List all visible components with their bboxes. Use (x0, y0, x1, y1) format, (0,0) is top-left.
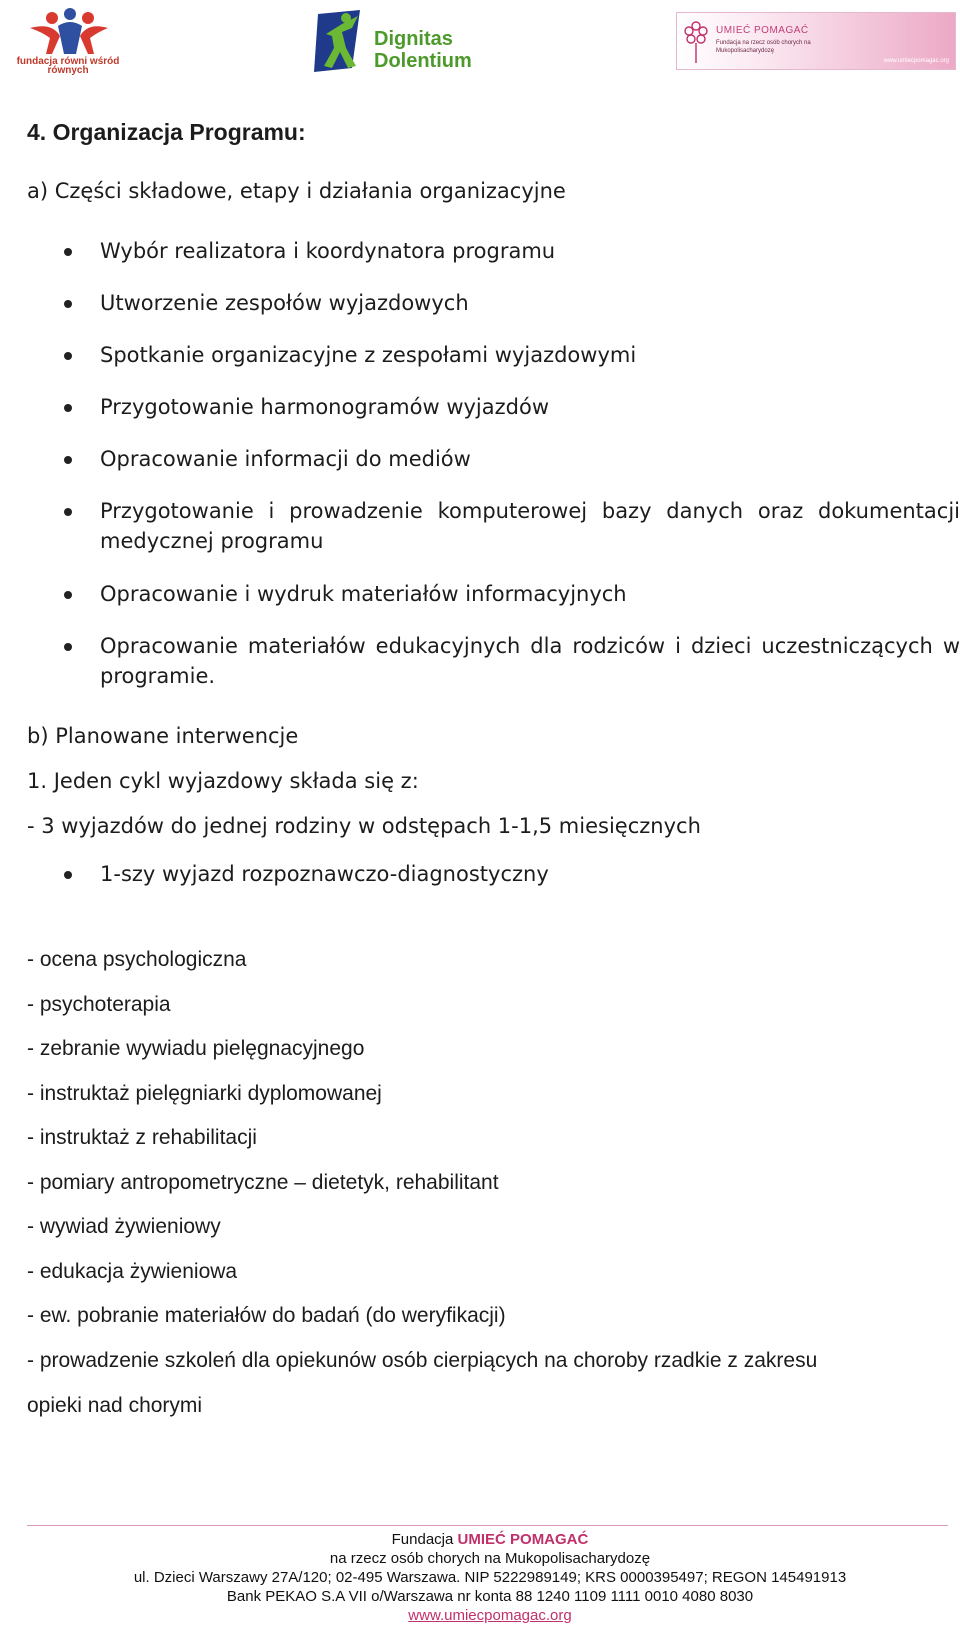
bullet-icon (64, 248, 72, 256)
bullet-icon (64, 352, 72, 360)
list-item: 1-szy wyjazd rozpoznawczo-diagnostyczny (100, 862, 549, 886)
logo-right-url: www.umiecpomagac.org (883, 58, 949, 64)
page-footer (0, 1530, 960, 1625)
cycle-text: 1. Jeden cykl wyjazdowy składa się z: (27, 769, 419, 793)
bullet-icon (64, 871, 72, 879)
footer-website-link[interactable]: www.umiecpomagac.org (408, 1607, 572, 1624)
footer-org-line (0, 1530, 960, 1549)
list-item: Utworzenie zespołów wyjazdowych (100, 291, 469, 315)
dash-item: opieki nad chorymi (27, 1394, 203, 1417)
logo-center-line2: Dolentium (374, 50, 472, 72)
dash-item: - instruktaż pielęgniarki dyplomowanej (27, 1082, 382, 1105)
footer-divider (27, 1525, 948, 1526)
dignitas-figure-icon (312, 10, 372, 72)
dash-item: - ew. pobranie materiałów do badań (do weryfikacji) (27, 1304, 506, 1327)
people-figures-icon (12, 8, 124, 58)
logo-right-subtitle: Fundacja na rzecz osób chorych na Mukopolisacharydozę (716, 40, 811, 54)
part-b-heading: b) Planowane interwencje (27, 724, 299, 748)
bullet-icon (64, 300, 72, 308)
footer-org-name: UMIEĆ POMAGAĆ (457, 1531, 589, 1548)
bullet-icon (64, 643, 72, 651)
dash-item: - zebranie wywiadu pielęgnacyjnego (27, 1037, 365, 1060)
bullet-icon (64, 591, 72, 599)
logo-dignitas-dolentium (312, 10, 482, 74)
list-item: Opracowanie i wydruk materiałów informacyjnych (100, 582, 627, 606)
footer-bank: Bank PEKAO S.A VII o/Warszawa nr konta 88 1240 1109 1111 0010 4080 8030 (226, 1588, 754, 1605)
visits-text: - 3 wyjazdów do jednej rodziny w odstępach 1-1,5 miesięcznych (27, 814, 701, 838)
bullet-icon (64, 508, 72, 516)
dash-item: - instruktaż z rehabilitacji (27, 1126, 257, 1149)
bullet-icon (64, 404, 72, 412)
dash-item: - wywiad żywieniowy (27, 1215, 221, 1238)
page-header (0, 0, 960, 80)
dash-item: - pomiary antropometryczne – dietetyk, rehabilitant (27, 1171, 499, 1194)
logo-left-text: fundacja równi wśród równych (16, 56, 120, 76)
logo-center-line1: Dignitas (374, 28, 453, 50)
list-item: Wybór realizatora i koordynatora programu (100, 239, 556, 263)
list-item: Opracowanie informacji do mediów (100, 447, 471, 471)
section-heading: 4. Organizacja Programu: (27, 119, 306, 145)
footer-line2: na rzecz osób chorych na Mukopolisacharydozę (329, 1550, 651, 1567)
footer-address: ul. Dzieci Warszawy 27A/120; 02-495 Warszawa. NIP 5222989149; KRS 0000395497; REGON 145491913 (133, 1569, 847, 1586)
logo-umiec-pomagac (676, 12, 956, 70)
dash-item: - ocena psychologiczna (27, 948, 247, 971)
part-a-heading: a) Części składowe, etapy i działania organizacyjne (27, 179, 566, 203)
footer-org-prefix: Fundacja (391, 1531, 454, 1548)
dash-item: - prowadzenie szkoleń dla opiekunów osób cierpiących na choroby rzadkie z zakresu (27, 1349, 818, 1372)
list-item: Przygotowanie i prowadzenie komputerowej bazy danych oraz dokumentacji medycznej programu (100, 499, 960, 553)
list-item: Przygotowanie harmonogramów wyjazdów (100, 395, 549, 419)
dash-item: - psychoterapia (27, 993, 171, 1016)
dash-item: - edukacja żywieniowa (27, 1260, 238, 1283)
logo-right-title: UMIEĆ POMAGAĆ (716, 25, 809, 36)
list-item: Opracowanie materiałów edukacyjnych dla rodziców i dzieci uczestniczących w programie. (100, 634, 960, 688)
bullet-icon (64, 456, 72, 464)
list-item: Spotkanie organizacyjne z zespołami wyjazdowymi (100, 343, 637, 367)
flower-icon (681, 17, 711, 65)
logo-rowni-wsrod-rownych (12, 8, 124, 74)
